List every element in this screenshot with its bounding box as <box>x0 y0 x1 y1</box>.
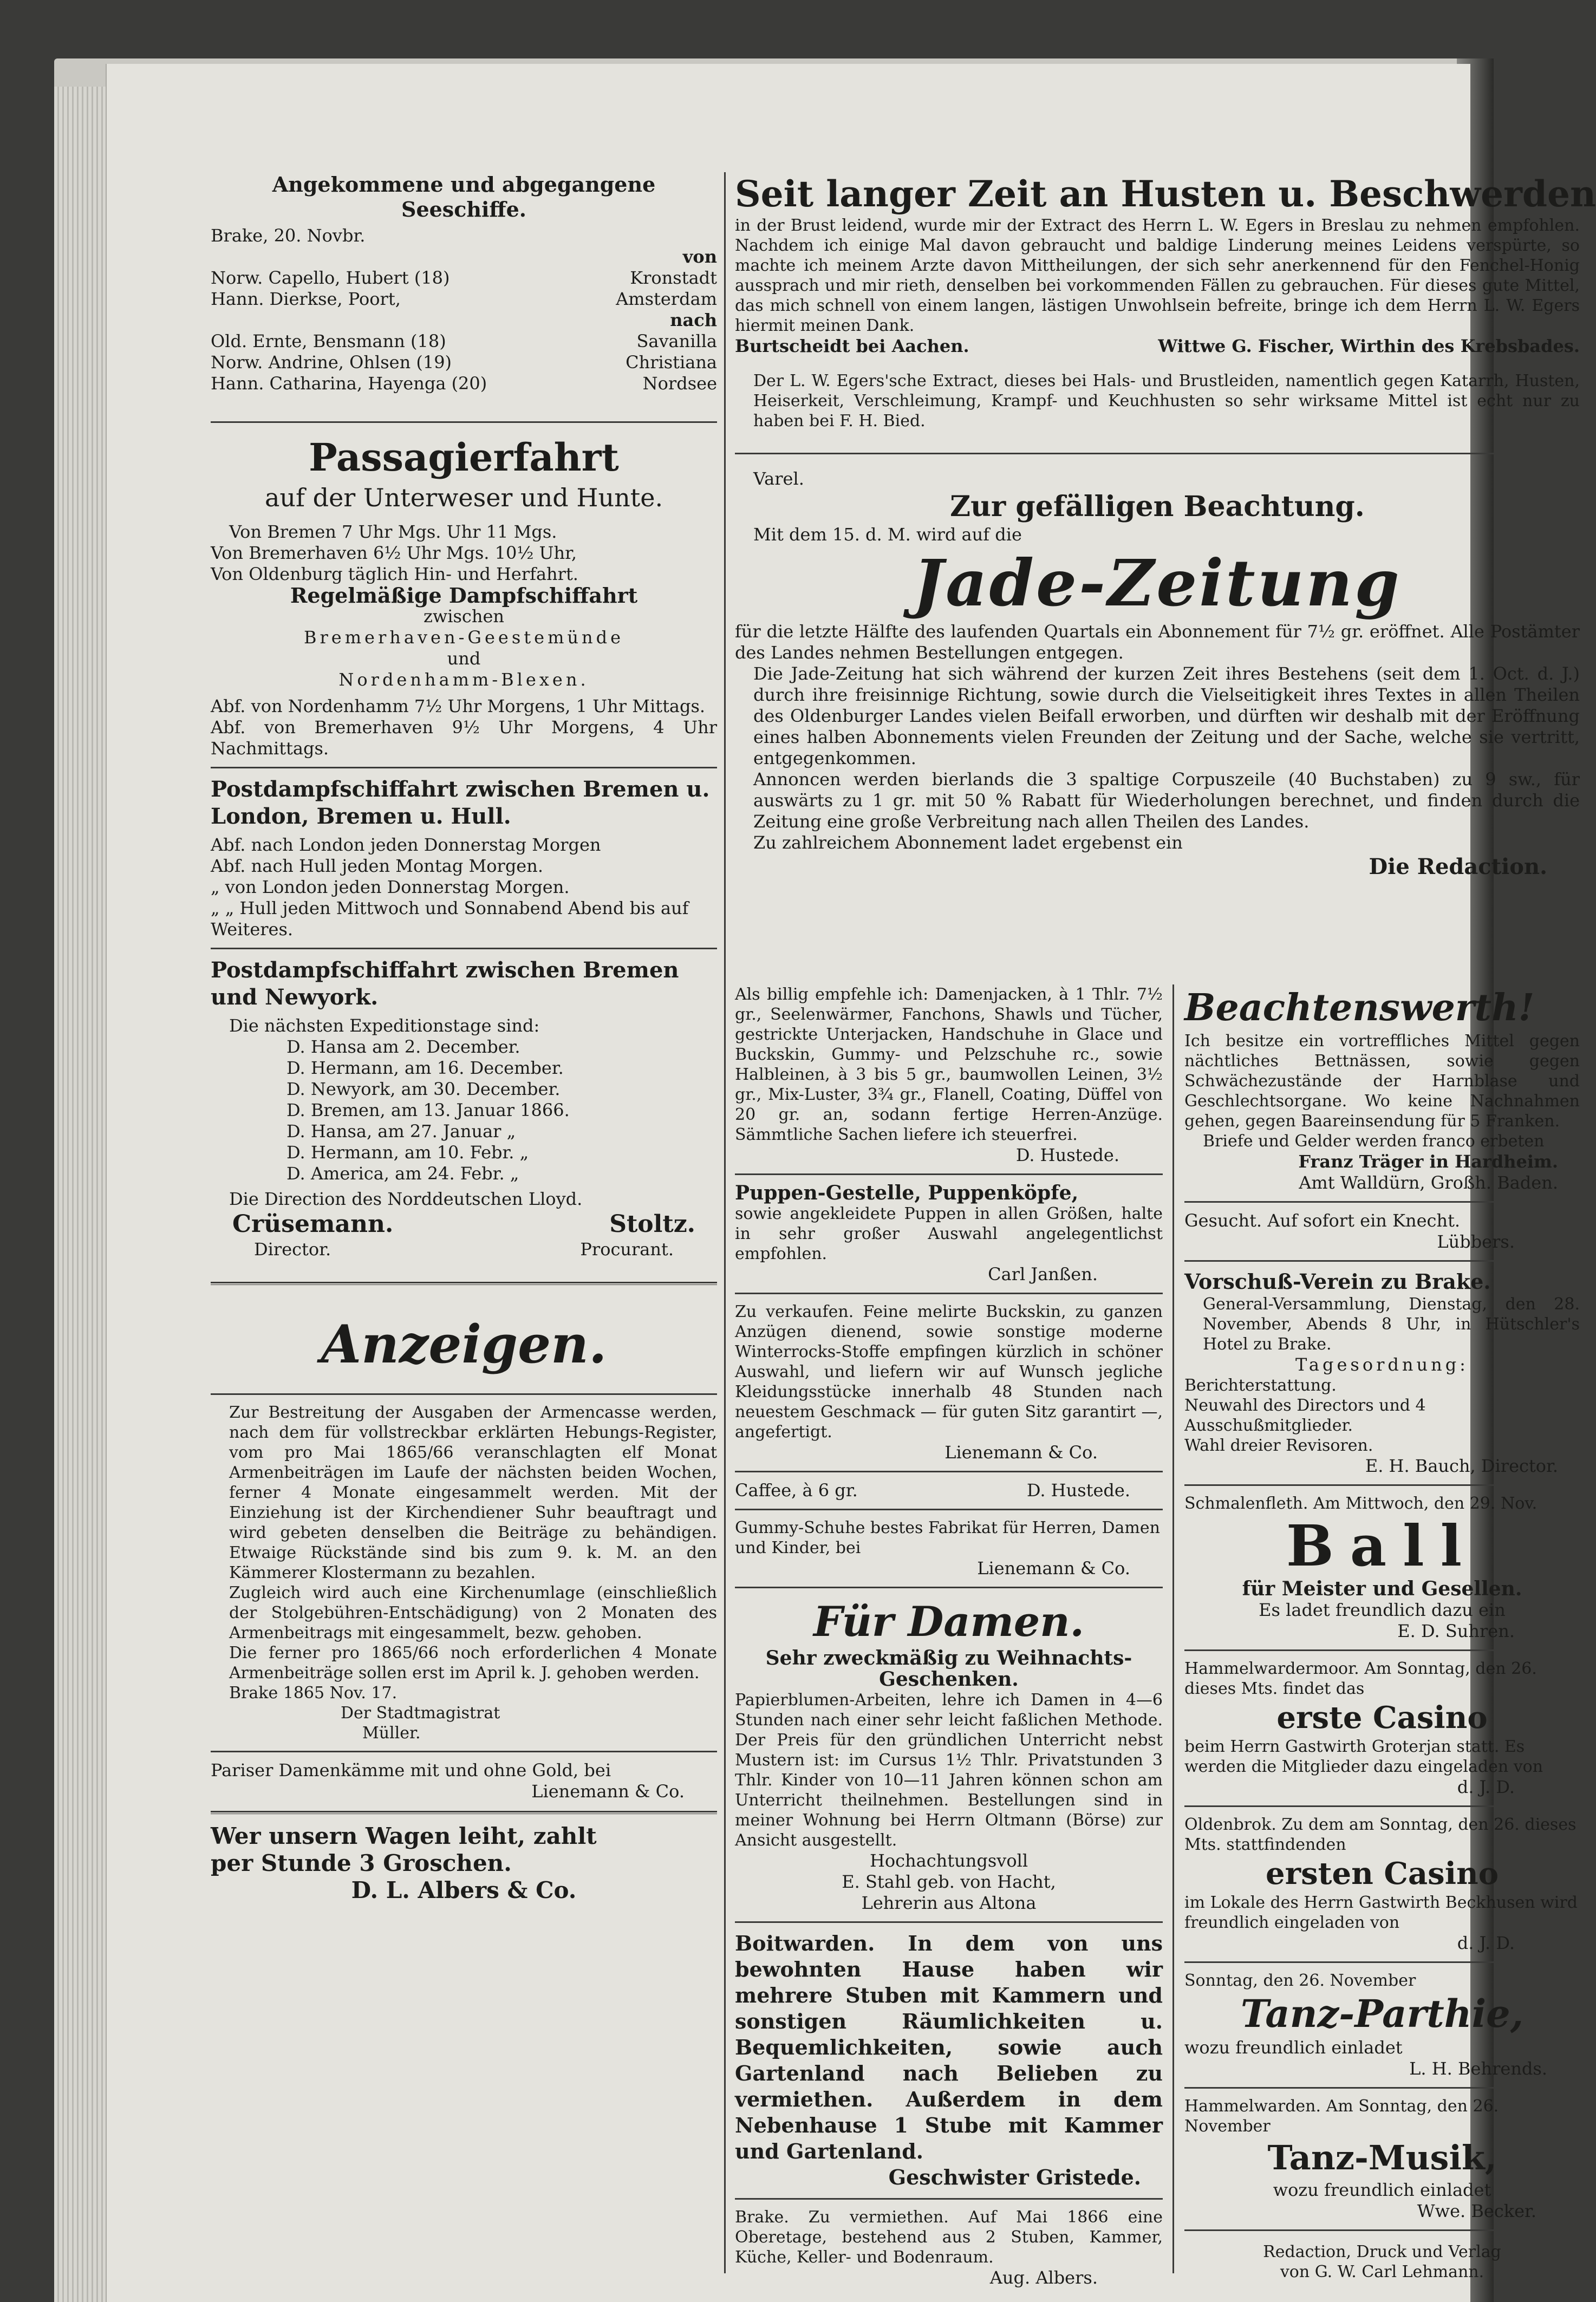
newyork-date: D. Hansa am 2. December. <box>286 1036 520 1057</box>
beacht-body: Briefe und Gelder werden franco erbeten <box>1203 1132 1545 1151</box>
jade-place: Varel. <box>753 468 804 489</box>
knecht-body: Gesucht. Auf sofort ein Knecht. <box>1184 1210 1461 1231</box>
ships-place: Brake, 20. Novbr. <box>211 225 366 246</box>
newyork-date: D. Bremen, am 13. Januar 1866. <box>286 1100 570 1120</box>
jade-sig: Die Redaction. <box>1369 854 1547 879</box>
verein-item: Berichterstattung. <box>1184 1376 1337 1395</box>
passage-und: und <box>447 648 481 669</box>
billig-body: Als billig empfehle ich: Damenjacken, à 1 Thlr. 7½ gr., Seelenwärmer, Fanchons, Shawls und Tücher, gestrickte Unterjacken, Handschuhe in Glace und Buckskin, Gummy- und Pelzschuhe rc., sowie Halbleinen, à 3 bis 5 gr., baumwollen Leinen, 3½ gr., Mix-Luster, 3¾ gr., Flanell, Coating, Düffel von 20 gr. an, sodann fertige Herren-Anzüge. Sämmtliche Sachen liefere ich steuerfrei. <box>735 985 1163 1144</box>
anzeigen-body: Die ferner pro 1865/66 noch erforderlichen 4 Monate Armenbeiträge sollen erst im April k. J. gehoben werden. <box>229 1644 717 1683</box>
boit-sig: Geschwister Gristede. <box>888 2165 1141 2189</box>
passage-title: Passagierfahrt <box>309 435 619 480</box>
ball-title: Ball <box>1286 1512 1478 1579</box>
london-line: Abf. nach Hull jeden Montag Morgen. <box>211 856 544 876</box>
verkauf-body: Zu verkaufen. Feine melirte Buckskin, zu ganzen Anzügen dienend, sowie sonstige moderne Winterrocks-Stoffe empfingen kürzlich in schöner Auswahl, und liefern wir auf Wunsch jegliche Kleidungsstücke innerhalb 48 Stunden nach neuestem Geschmack — für guten Sitz garantirt —, angefertigt. <box>735 1302 1163 1442</box>
tanz-title: Tanz-Parthie, <box>1240 1991 1524 2036</box>
ships-row: Norw. Capello, Hubert (18) Kronstadt <box>211 268 717 288</box>
passage-port: Nordenhamm-Blexen. <box>338 669 589 690</box>
gummy-sig: Lienemann & Co. <box>977 1558 1130 1579</box>
tanz-inv: wozu freundlich einladet <box>1184 2037 1403 2058</box>
caffee: Caffee, à 6 gr. D. Hustede. <box>735 1480 1130 1501</box>
gummy-body: Gummy-Schuhe bestes Fabrikat für Herren, Damen und Kinder, bei <box>735 1518 1160 1557</box>
passage-line: Von Bremen 7 Uhr Mgs. Uhr 11 Mgs. <box>229 521 557 542</box>
anzeigen-sig: Brake 1865 Nov. 17. <box>229 1684 398 1703</box>
wagen-line: per Stunde 3 Groschen. <box>211 1850 512 1876</box>
casino-intro: Oldenbrok. Zu dem am Sonntag, den 26. dieses Mts. stattfindenden <box>1184 1815 1577 1854</box>
imprint: Redaction, Druck und Verlag <box>1263 2242 1501 2261</box>
anzeigen-body: Zur Bestreitung der Ausgaben der Armencasse werden, nach dem für vollstreckbar erklärten Hebungs-Register, vom pro Mai 1865/66 veranschlagten elf Monat Armenbeiträgen im Laufe der nächsten beiden Wochen, ferner 4 Monate eingesammelt werden. Mit der Einziehung ist der Kirchendiener Suhr beauftragt und wird gebeten denselben die Beiträge zu behändigen. Etwaige Rückstände sind bis zum 9. k. M. an den Kämmerer Klostermann zu bezahlen. <box>229 1403 717 1582</box>
column-middle <box>735 984 1163 2302</box>
ships-row: Hann. Dierkse, Poort, Amsterdam <box>211 289 717 309</box>
column-right <box>1184 984 1580 2302</box>
anzeigen-sig: Müller. <box>362 1724 421 1743</box>
anzeigen-title: Anzeigen. <box>321 1314 607 1375</box>
tanz-intro: Sonntag, den 26. November <box>1184 1971 1416 1990</box>
column-right-top <box>735 172 1596 984</box>
damen-sub: Sehr zweckmäßig zu Weihnachts-Geschenken. <box>765 1647 1132 1691</box>
verein-title: Vorschuß-Verein zu Brake. <box>1184 1269 1491 1294</box>
ships-row: Hann. Catharina, Hayenga (20) Nordsee <box>211 373 717 394</box>
puppen-body: sowie angekleidete Puppen in allen Größen, halte in sehr großer Auswahl angelegentlichst empfohlen. <box>735 1204 1163 1263</box>
newyork-date: D. Hermann, am 16. December. <box>286 1058 564 1078</box>
puppen-title: Puppen-Gestelle, Puppenköpfe, <box>735 1182 1079 1204</box>
jade-body: Zu zahlreichem Abonnement ladet ergebenst ein <box>753 832 1183 853</box>
anzeigen-body: Zugleich wird auch eine Kirchenumlage (einschließlich der Stolgebühren-Entschädigung) von 2 Monaten des Armenbeitrags mit eingesammelt, bezw. gehoben. <box>229 1583 717 1642</box>
london-line: Abf. nach London jeden Donnerstag Morgen <box>211 834 601 855</box>
beacht-title: Beachtenswerth! <box>1184 986 1535 1029</box>
newyork-intro: Die nächsten Expeditionstage sind: <box>229 1015 540 1036</box>
husten-title: Seit langer Zeit an Husten u. Beschwerden <box>735 173 1596 215</box>
billig-sig: D. Hustede. <box>1015 1145 1119 1165</box>
knecht-sig: Lübbers. <box>1437 1231 1515 1252</box>
wagen-line: Wer unsern Wagen leiht, zahlt <box>211 1823 597 1849</box>
column-rule <box>1172 984 1174 2273</box>
verein-tages: Tagesordnung: <box>1295 1354 1469 1375</box>
jade-intro: Mit dem 15. d. M. wird auf die <box>753 524 1022 545</box>
jade-title: Jade-Zeitung <box>913 545 1402 621</box>
verein-item: Wahl dreier Revisoren. <box>1184 1436 1373 1455</box>
ball-sig: E. D. Suhren. <box>1397 1621 1515 1641</box>
ships-title: Angekommene und abgegangene Seeschiffe. <box>272 172 656 221</box>
passage-zw: zwischen <box>424 606 504 627</box>
damen-title: Für Damen. <box>813 1597 1084 1646</box>
newyork-dir: Die Direction des Norddeutschen Lloyd. <box>229 1189 583 1209</box>
jade-body: für die letzte Hälfte des laufenden Quartals ein Abonnement für 7½ gr. eröffnet. Alle Postämter des Landes nehmen Bestellungen entgegen. <box>735 621 1580 663</box>
passage-dep: Abf. von Bremerhaven 9½ Uhr Morgens, 4 Uhr Nachmittags. <box>211 717 717 759</box>
damen-sig: Hochachtungsvoll <box>869 1850 1028 1871</box>
newyork-titles: Director. Procurant. <box>254 1239 674 1260</box>
newyork-date: D. Newyork, am 30. December. <box>286 1079 561 1099</box>
jade-head: Zur gefälligen Beachtung. <box>950 490 1365 523</box>
tanz-sig: L. H. Behrends. <box>1409 2058 1547 2079</box>
passage-dep: Abf. von Nordenhamm 7½ Uhr Morgens, 1 Uhr Mittags. <box>211 696 706 716</box>
beacht-sig: Franz Träger in Hardheim. <box>1298 1151 1558 1172</box>
verein-body: General-Versammlung, Dienstag, den 28. November, Abends 8 Uhr, in Hütschler's Hotel zu Brake. <box>1203 1295 1580 1354</box>
imprint: von G. W. Carl Lehmann. <box>1280 2262 1484 2281</box>
jade-body: Annoncen werden bierlands die 3 spaltige Corpuszeile (40 Buchstaben) zu 9 sw., für auswärts zu 1 gr. mit 50 % Rabatt für Wiederholungen berechnet, und finden durch die Zeitung eine große Verbreitung nach allen Theilen des Landes. <box>753 769 1580 832</box>
musik-sig: Wwe. Becker. <box>1417 2201 1536 2221</box>
column-rule <box>724 172 726 2273</box>
beacht-sig: Amt Walldürn, Großh. Baden. <box>1299 1172 1558 1193</box>
passage-line: Von Oldenburg täglich Hin- und Herfahrt. <box>211 564 578 584</box>
husten-body: in der Brust leidend, wurde mir der Extract des Herrn L. W. Egers in Breslau zu nehmen empfohlen. Nachdem ich einige Mal davon gebraucht und baldige Linderung meines Leidens verspürte, so machte ich meinem Arzte davon Mittheilungen, der sich sehr anerkennend für den Fenchel-Honig aussprach und mir rieth, denselben bei vorkommenden Fällen zu gebrauchen. Für dieses gute Mittel, das mich schnell von einem langen, lästigen Unwohlsein befreite, bringe ich dem Herrn L. W. Egers hiermit meinen Dank. <box>735 216 1580 335</box>
wagen-firm: D. L. Albers & Co. <box>351 1877 577 1903</box>
jade-body: Die Jade-Zeitung hat sich während der kurzen Zeit ihres Bestehens (seit dem 1. Oct. d. J.) durch ihre freisinnige Richtung, sowie durch die Vielseitigkeit ihres Textes in allen Theilen des Oldenburger Landes vielen Beifall erworben, und dürften wir deshalb mit der Eröffnung eines halben Abonnements vielen Freunden der Zeitung und der Sache, welche sie vertritt, entgegenkommen. <box>753 663 1580 768</box>
verein-sig: E. H. Bauch, Director. <box>1365 1456 1558 1476</box>
ball-sub: für Meister und Gesellen. <box>1242 1577 1522 1600</box>
ships-row: Old. Ernte, Bensmann (18) Savanilla <box>211 331 717 351</box>
brake-body: Brake. Zu vermiethen. Auf Mai 1866 eine Oberetage, bestehend aus 2 Stuben, Kammer, Küche, Keller- und Bodenraum. <box>735 2208 1163 2267</box>
passage-reg: Regelmäßige Dampfschiffahrt <box>290 583 638 608</box>
casino-body: beim Herrn Gastwirth Groterjan statt. Es werden die Mitglieder dazu eingeladen von <box>1184 1737 1543 1776</box>
musik-inv: wozu freundlich einladet <box>1273 2180 1491 2200</box>
casino-body: im Lokale des Herrn Gastwirth Beckhusen wird freundlich eingeladen von <box>1184 1893 1578 1932</box>
beacht-body: Ich besitze ein vortreffliches Mittel gegen nächtliches Bettnässen, sowie gegen Schwächezustände der Harnblase und Geschlechtsorgane. Wo keine Nachnahmen gehen, gegen Baareinsendung für 5 Franken. <box>1184 1032 1580 1131</box>
ball-intro: Schmalenfleth. Am Mittwoch, den 29. Nov. <box>1184 1494 1538 1513</box>
musik-title: Tanz-Musik, <box>1267 2138 1497 2177</box>
newyork-title: Postdampfschiffahrt zwischen Bremen und Newyork. <box>211 957 679 1010</box>
damen-sig: E. Stahl geb. von Hacht, <box>842 1871 1056 1892</box>
newspaper-page <box>106 64 1596 2302</box>
ships-von: von <box>682 246 717 267</box>
page-edges <box>54 87 108 2302</box>
passage-port: Bremerhaven-Geestemünde <box>303 627 624 648</box>
puppen-sig: Carl Janßen. <box>988 1264 1098 1284</box>
ships-nach: nach <box>670 310 717 330</box>
london-line: „ „ Hull jeden Mittwoch und Sonnabend Abend bis auf Weiteres. <box>211 898 689 940</box>
casino-sig: d. J. D. <box>1457 1933 1515 1953</box>
boit-body: Boitwarden. In dem von uns bewohnten Hause haben wir mehrere Stuben mit Kammern und sonstigen Räumlichkeiten u. Bequemlichkeiten, sowie auch Gartenland nach Belieben zu vermiethen. Außerdem in dem Nebenhause 1 Stube mit Kammer und Gartenland. <box>735 1931 1163 2163</box>
ball-inv: Es ladet freundlich dazu ein <box>1259 1600 1506 1620</box>
damen-body: Papierblumen-Arbeiten, lehre ich Damen in 4—6 Stunden nach einer sehr leicht faßlichen Methode. Der Preis für den gründlichen Unterricht nebst Mustern ist: im Cursus 1½ Thlr. Privatstunden 3 Thlr. Kinder von 10—11 Jahren können schon am Unterricht theilnehmen. Bestellungen sind in meiner Wohnung bei Herrn Oltmann (Börse) zur Ansicht ausgestellt. <box>735 1691 1163 1850</box>
damen-sig: Lehrerin aus Altona <box>861 1893 1037 1913</box>
casino-title: erste Casino <box>1276 1700 1488 1736</box>
kaemme-text: Pariser Damenkämme mit und ohne Gold, bei <box>211 1760 611 1781</box>
anzeigen-sig: Der Stadtmagistrat <box>341 1704 500 1723</box>
london-title: Postdampfschiffahrt zwischen Bremen u. London, Bremen u. Hull. <box>211 777 710 829</box>
newyork-date: D. America, am 24. Febr. „ <box>286 1163 519 1184</box>
husten-note: Der L. W. Egers'sche Extract, dieses bei Hals- und Brustleiden, namentlich gegen Katarrh, Husten, Heiserkeit, Verschleimung, Krampf- und Keuchhusten so sehr wirksame Mittel ist echt nur zu haben bei F. H. Bied. <box>753 371 1580 431</box>
musik-intro: Hammelwarden. Am Sonntag, den 26. November <box>1184 2097 1499 2136</box>
passage-line: Von Bremerhaven 6½ Uhr Mgs. 10½ Uhr, <box>211 543 577 563</box>
verein-item: Neuwahl des Directors und 4 Ausschußmitglieder. <box>1184 1396 1426 1435</box>
kaemme-firm: Lienemann & Co. <box>531 1781 685 1802</box>
ships-row: Norw. Andrine, Ohlsen (19) Christiana <box>211 352 717 373</box>
newyork-names: Crüsemann. Stoltz. <box>232 1210 695 1238</box>
verkauf-sig: Lienemann & Co. <box>944 1442 1098 1463</box>
casino-title: ersten Casino <box>1265 1856 1499 1892</box>
brake-sig: Aug. Albers. <box>989 2267 1098 2288</box>
london-line: „ von London jeden Donnerstag Morgen. <box>211 877 570 897</box>
casino-intro: Hammelwardermoor. Am Sonntag, den 26. dieses Mts. findet das <box>1184 1659 1537 1698</box>
newyork-date: D. Hansa, am 27. Januar „ <box>286 1121 516 1142</box>
husten-sig: Burtscheidt bei Aachen. Wittwe G. Fischer, Wirthin des Krebsbades. <box>735 336 1580 356</box>
casino-sig: d. J. D. <box>1457 1777 1515 1797</box>
newyork-date: D. Hermann, am 10. Febr. „ <box>286 1142 529 1163</box>
column-left <box>211 172 717 2302</box>
passage-sub: auf der Unterweser und Hunte. <box>264 483 663 512</box>
